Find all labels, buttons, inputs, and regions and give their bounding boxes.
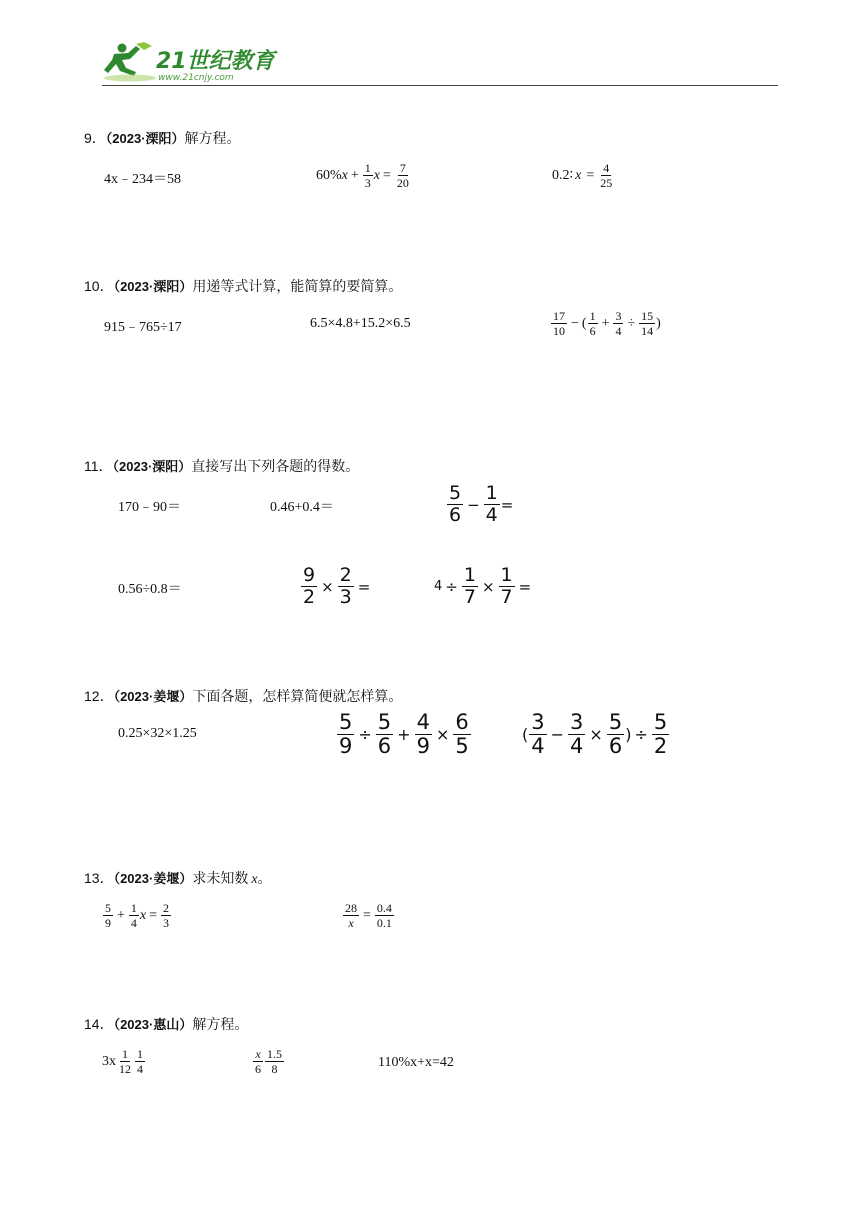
question-12-title: 12．（2023·姜堰）下面各题，怎样算简便就怎样算。: [84, 688, 403, 705]
q11-item-5: $\frac{9}{2}$ × $\frac{2}{3}$ =: [303, 564, 371, 608]
q12-expression-3: ( $\frac{3}{4}$ − $\frac{3}{4}$ × $\frac{5}{6}$ ) ÷ $\frac{5}{2}$: [522, 710, 668, 758]
question-9-title: [84, 128, 241, 148]
q10-expression-1: 915﹣765÷17: [104, 320, 182, 335]
question-number: 9．: [84, 130, 106, 146]
q10-expression-2: 6.5×4.8+15.2×6.5: [310, 316, 411, 331]
question-13-title: 13．（2023·姜堰）求未知数 x。: [84, 870, 272, 887]
q11-item-3: $\frac{5}{6}$ − $\frac{1}{4}$ =: [449, 482, 514, 526]
header-rule: [102, 85, 778, 86]
q11-item-1: 170﹣90＝: [118, 500, 181, 515]
site-logo: [100, 40, 280, 86]
logo-url-text: www.21cnjy.com: [158, 73, 234, 83]
q12-expression-1: 0.25×32×1.25: [118, 726, 197, 741]
q9-equation-3: 0.2∶ x = $\frac{4}{25}$: [552, 161, 613, 190]
runner-icon: [104, 42, 156, 82]
question-14-title: 14．（2023·惠山）解方程。: [84, 1016, 249, 1033]
logo-text: 21世纪教育: [156, 49, 275, 74]
q14-equation-3: 110%x+x=42: [378, 1055, 454, 1070]
q13-equation-1: $\frac{5}{9}$ + $\frac{1}{4}$ x = $\frac{2}{3}$: [105, 901, 170, 930]
q14-equation-1: 3x $\frac{1}{12}$ $\frac{1}{4}$: [102, 1047, 143, 1076]
question-11-title: 11．（2023·溧阳）直接写出下列各题的得数。: [84, 458, 360, 475]
q13-equation-2: $\frac{28}{x}$ = $\frac{0.4}{0.1}$: [345, 901, 392, 930]
q11-item-6: 4 ÷ $\frac{1}{7}$ × $\frac{1}{7}$ =: [434, 564, 532, 608]
question-prompt: 解方程。: [184, 131, 241, 147]
question-10-title: 10．（2023·溧阳）用递等式计算，能简算的要简算。: [84, 278, 403, 295]
q11-item-2: 0.46+0.4＝: [270, 500, 334, 515]
q14-equation-2: $\frac{x}{6}$ $\frac{1.5}{8}$: [255, 1047, 282, 1076]
q9-equation-1: 4x﹣234＝58: [104, 172, 181, 187]
q12-expression-2: $\frac{5}{9}$ ÷ $\frac{5}{6}$ + $\frac{4}{9}$ × $\frac{6}{5}$: [339, 710, 469, 758]
q10-expression-3: $\frac{17}{10}$ − ( $\frac{1}{6}$ + $\frac{3}{4}$ ÷ $\frac{15}{14}$ ): [553, 309, 661, 338]
q11-item-4: 0.56÷0.8＝: [118, 582, 182, 597]
question-source: （2023·溧阳）: [105, 131, 185, 146]
q9-equation-2: 60% x + $\frac{1}{3}$ x = $\frac{7}{20}$: [316, 161, 409, 190]
